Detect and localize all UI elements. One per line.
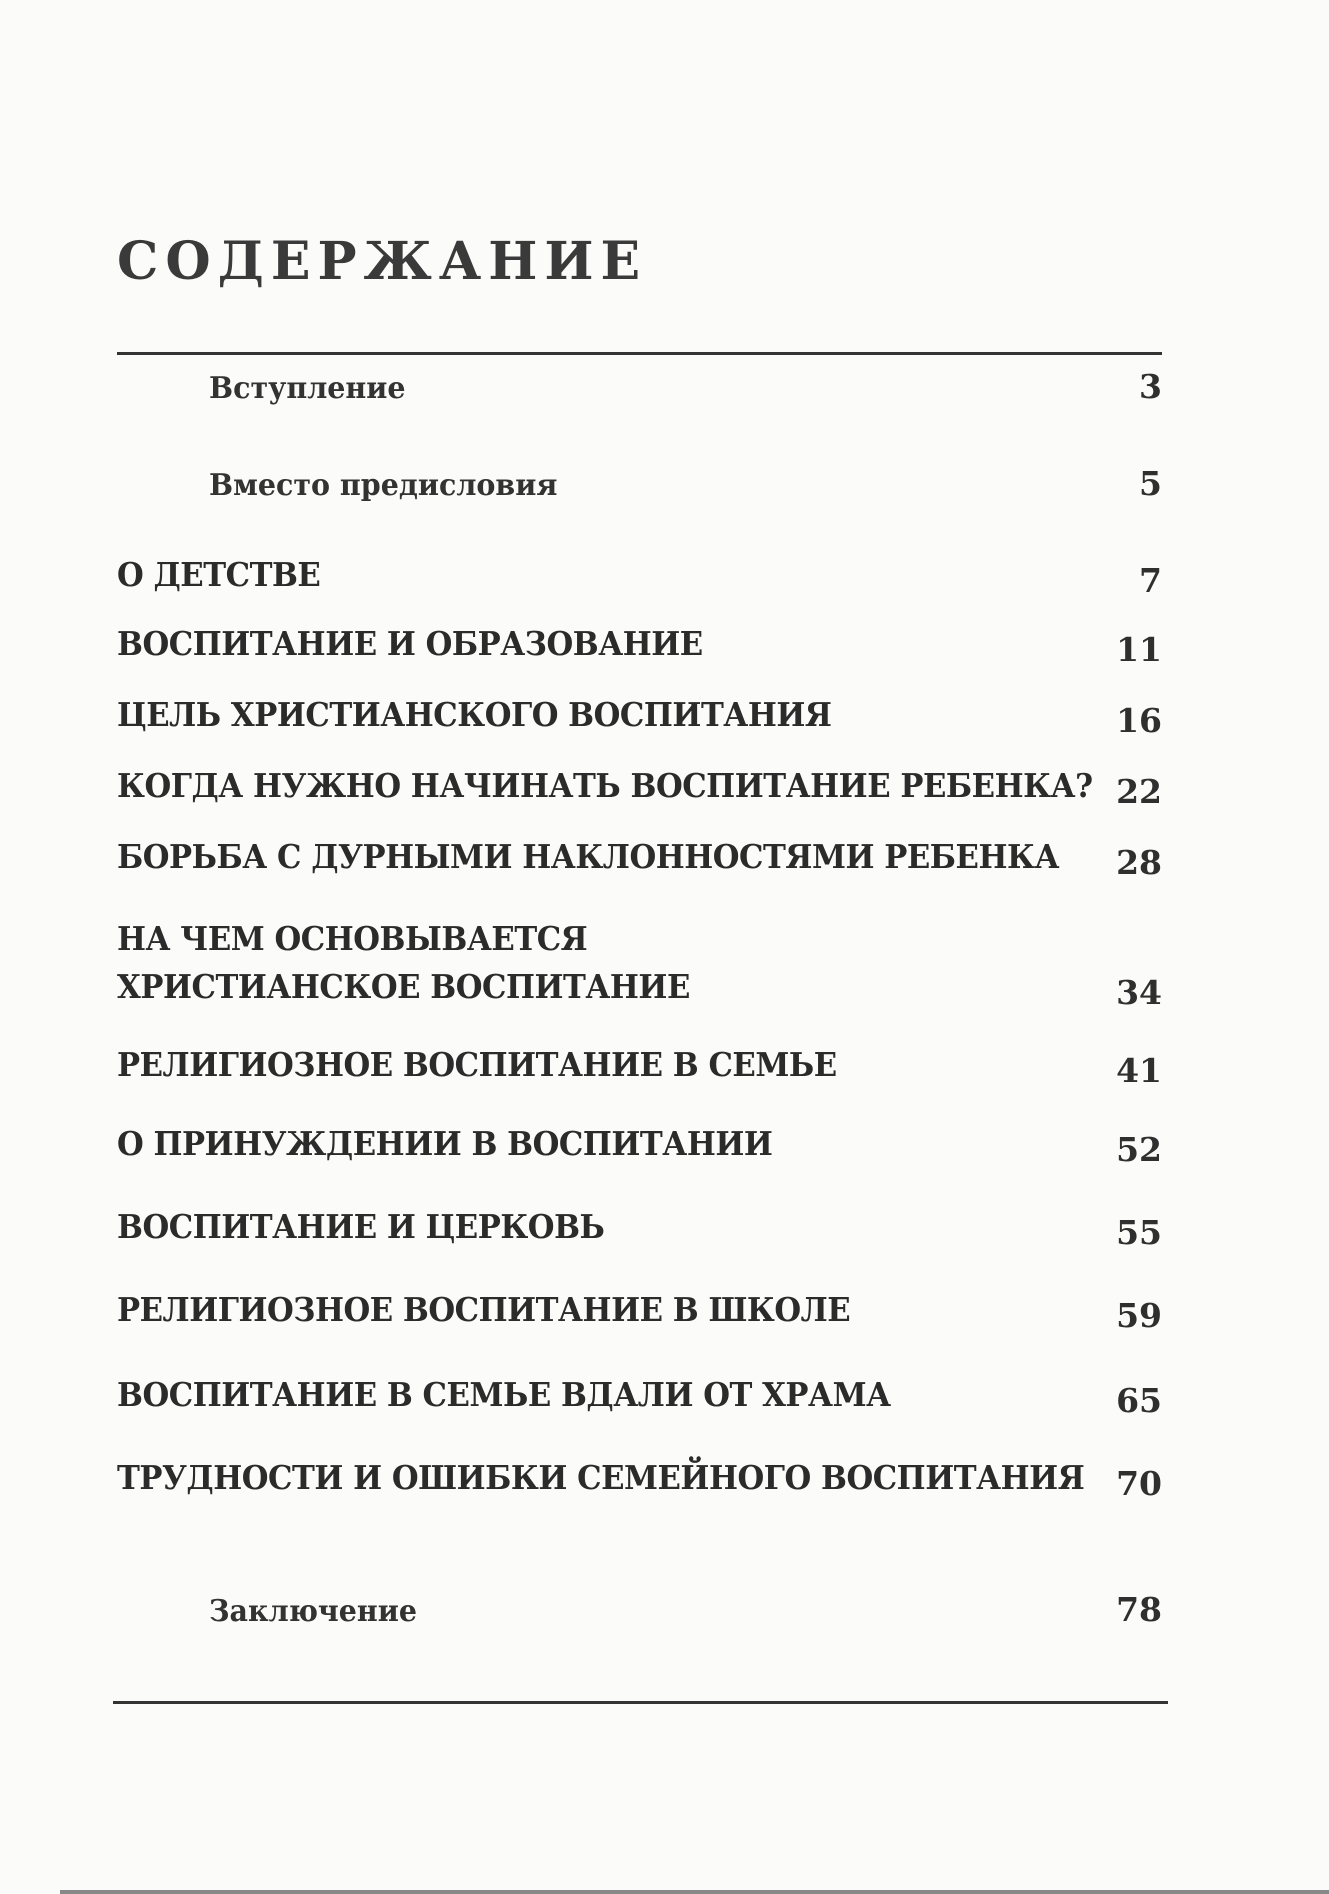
- toc-entry-page: 52: [1116, 1130, 1162, 1169]
- toc-entry-title-line-1: НА ЧЕМ ОСНОВЫВАЕТСЯ: [117, 919, 588, 959]
- toc-entry-page: 34: [1116, 973, 1162, 1012]
- toc-entry-title-line-2: ХРИСТИАНСКОЕ ВОСПИТАНИЕ: [117, 967, 690, 1007]
- toc-entry-title: Вместо предисловия: [209, 468, 558, 503]
- toc-entry-page: 55: [1116, 1213, 1162, 1252]
- toc-entry-religious-upbringing-in-school[interactable]: [117, 1290, 1162, 1335]
- page-title: СОДЕРЖАНИЕ: [117, 231, 648, 292]
- toc-entry-title: О ДЕТСТВЕ: [117, 555, 321, 595]
- toc-entry-instead-of-preface[interactable]: [117, 465, 1162, 503]
- toc-entry-upbringing-and-education[interactable]: [117, 624, 1162, 669]
- toc-entry-page: 70: [1116, 1464, 1162, 1503]
- toc-entry-difficulties-and-mistakes[interactable]: [117, 1458, 1162, 1503]
- toc-entry-coercion-in-upbringing[interactable]: [117, 1124, 1162, 1169]
- toc-entry-childhood[interactable]: [117, 555, 1162, 600]
- toc-entry-title: БОРЬБА С ДУРНЫМИ НАКЛОННОСТЯМИ РЕБЕНКА: [117, 837, 1060, 877]
- toc-entry-page: 65: [1116, 1381, 1162, 1420]
- toc-entry-title: КОГДА НУЖНО НАЧИНАТЬ ВОСПИТАНИЕ РЕБЕНКА?: [117, 766, 1093, 806]
- toc-entry-page: 78: [1116, 1590, 1162, 1629]
- toc-entry-title: РЕЛИГИОЗНОЕ ВОСПИТАНИЕ В ШКОЛЕ: [117, 1290, 851, 1330]
- toc-entry-title: РЕЛИГИОЗНОЕ ВОСПИТАНИЕ В СЕМЬЕ: [117, 1045, 837, 1085]
- toc-entry-fighting-bad-inclinations[interactable]: [117, 837, 1162, 882]
- toc-entry-title: ВОСПИТАНИЕ В СЕМЬЕ ВДАЛИ ОТ ХРАМА: [117, 1375, 891, 1415]
- toc-entry-title: О ПРИНУЖДЕНИИ В ВОСПИТАНИИ: [117, 1124, 773, 1164]
- toc-entry-title: Вступление: [209, 371, 406, 406]
- top-divider: [117, 352, 1162, 355]
- toc-entry-title: Заключение: [209, 1594, 418, 1629]
- toc-entry-page: 7: [1139, 561, 1162, 600]
- toc-entry-title: ВОСПИТАНИЕ И ОБРАЗОВАНИЕ: [117, 624, 703, 664]
- toc-entry-foundation-of-christian-upbringing[interactable]: [117, 919, 1162, 1012]
- toc-entry-page: 11: [1116, 630, 1162, 669]
- toc-entry-when-to-start[interactable]: [117, 766, 1162, 811]
- toc-entry-page: 41: [1116, 1051, 1162, 1090]
- bottom-divider: [113, 1701, 1168, 1704]
- toc-entry-page: 3: [1139, 367, 1162, 406]
- toc-entry-family-far-from-church[interactable]: [117, 1375, 1162, 1420]
- toc-entry-title: ВОСПИТАНИЕ И ЦЕРКОВЬ: [117, 1207, 605, 1247]
- toc-entry-introduction[interactable]: [117, 368, 1162, 406]
- page-bottom-edge: [60, 1890, 1329, 1894]
- toc-entry-page: 16: [1116, 701, 1162, 740]
- toc-entry-upbringing-and-church[interactable]: [117, 1207, 1162, 1252]
- toc-entry-page: 28: [1116, 843, 1162, 882]
- toc-entry-page: 22: [1116, 772, 1162, 811]
- toc-entry-conclusion[interactable]: [117, 1589, 1162, 1629]
- toc-entry-page: 5: [1139, 464, 1162, 503]
- toc-entry-religious-upbringing-in-family[interactable]: [117, 1045, 1162, 1090]
- toc-entry-goal-of-christian-upbringing[interactable]: [117, 695, 1162, 740]
- toc-entry-title: ТРУДНОСТИ И ОШИБКИ СЕМЕЙНОГО ВОСПИТАНИЯ: [117, 1458, 1085, 1498]
- toc-entry-title: ЦЕЛЬ ХРИСТИАНСКОГО ВОСПИТАНИЯ: [117, 695, 832, 735]
- toc-entry-page: 59: [1116, 1296, 1162, 1335]
